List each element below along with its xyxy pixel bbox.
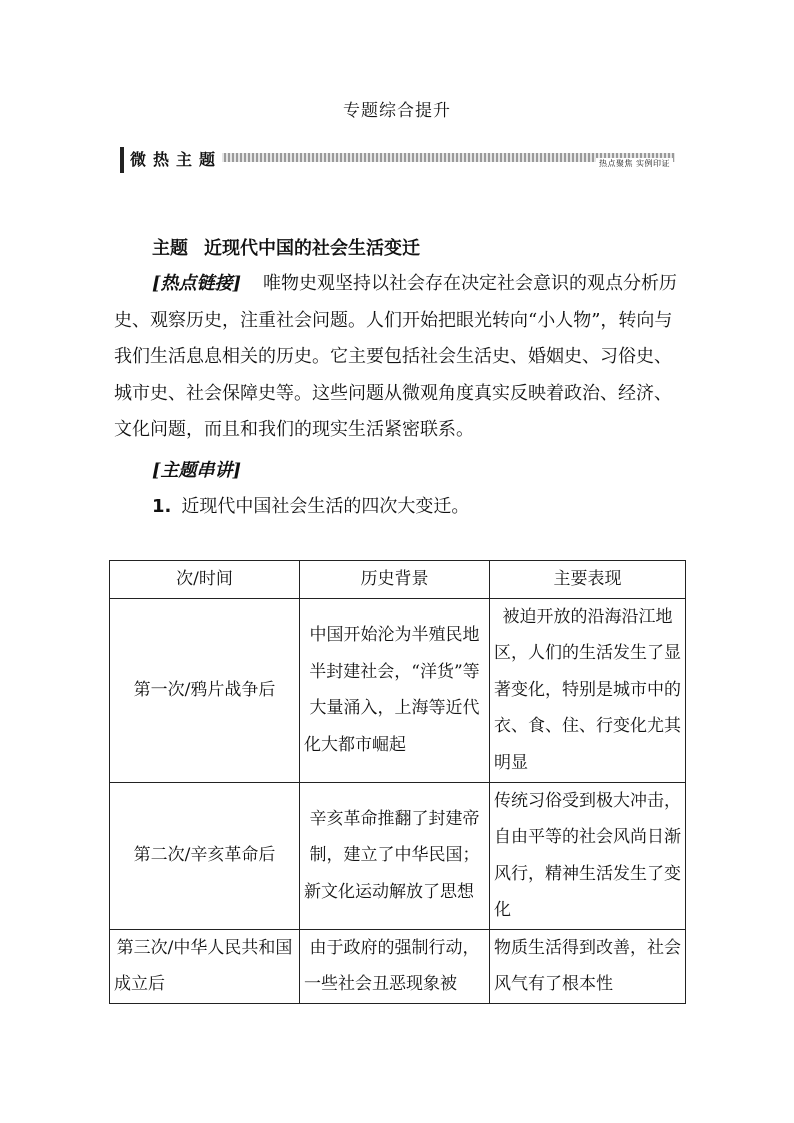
table-row <box>110 782 686 929</box>
point-text: 近现代中国社会生活的四次大变迁。 <box>181 496 470 517</box>
table-header-row <box>110 561 686 599</box>
point-heading <box>152 492 469 518</box>
banner-label: 微热主题 <box>120 147 222 173</box>
banner-tag: 热点聚焦 实例印证 <box>596 158 673 169</box>
section-label: [主题串讲] <box>152 460 242 481</box>
table-row <box>110 598 686 782</box>
header-time: 次/时间 <box>110 561 300 599</box>
row-time: 第二次/辛亥革命后 <box>110 782 300 929</box>
topic-prefix: 主题 <box>152 238 188 259</box>
hotlink-paragraph <box>114 266 684 449</box>
changes-table <box>109 560 686 1004</box>
topic-heading <box>152 234 420 260</box>
header-performance: 主要表现 <box>490 561 686 599</box>
row-background: 由于政府的强制行动，一些社会丑恶现象被 <box>300 929 490 1003</box>
hotlink-label: [热点链接] <box>152 273 242 294</box>
topic-title: 近现代中国的社会生活变迁 <box>204 238 420 259</box>
row-time: 第三次/中华人民共和国成立后 <box>110 929 300 1003</box>
header-background: 历史背景 <box>300 561 490 599</box>
row-background: 辛亥革命推翻了封建帝制，建立了中华民国；新文化运动解放了思想 <box>300 782 490 929</box>
table-row <box>110 929 686 1003</box>
row-performance: 物质生活得到改善，社会风气有了根本性 <box>490 929 686 1003</box>
row-background: 中国开始沦为半殖民地半封建社会，“洋货”等大量涌入，上海等近代化大都市崛起 <box>300 598 490 782</box>
section-banner <box>120 147 675 173</box>
point-number: 1. <box>152 496 172 517</box>
row-time: 第一次/鸦片战争后 <box>110 598 300 782</box>
page-title: 专题综合提升 <box>343 101 451 121</box>
row-performance: 传统习俗受到极大冲击，自由平等的社会风尚日渐风行，精神生活发生了变化 <box>490 782 686 929</box>
hotlink-text: 唯物史观坚持以社会存在决定社会意识的观点分析历史、观察历史，注重社会问题。人们开始把眼光转向“小人物”，转向与我们生活息息相关的历史。它主要包括社会生活史、婚姻史、习俗史、城市史、社会保障史等。这些问题从微观角度真实反映着政治、经济、文化问题，而且和我们的现实生活紧密联系。 <box>114 273 678 440</box>
row-performance: 被迫开放的沿海沿江地区，人们的生活发生了显著变化，特别是城市中的衣、食、住、行变化尤其明显 <box>490 598 686 782</box>
